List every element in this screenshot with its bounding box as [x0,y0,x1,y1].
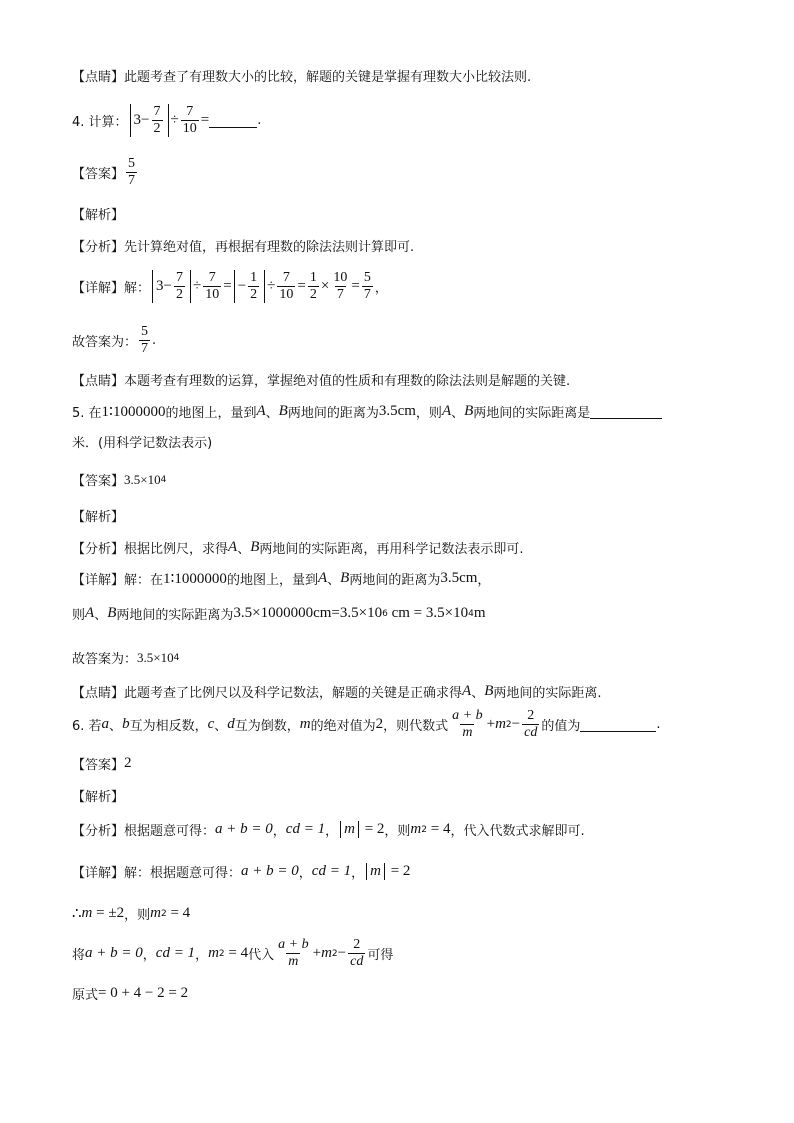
tag-fenxi: 【分析】 [72,824,125,839]
expr: cd = 1 [155,945,196,962]
numerator: 7 [186,104,194,119]
var-m: m [495,716,506,733]
q4-three: 3 [133,112,142,129]
var-m: m [410,821,422,837]
fraction [450,708,484,741]
fenxi-text: ，代入代数式求解即可. [450,824,585,839]
denominator: 10 [182,121,197,137]
calc-5 [72,604,486,623]
step-text: 原式 [72,988,99,1003]
minus: − [337,945,347,962]
dianjing-text: 此题考查了比例尺以及科学记数法，解题的关键是正确求得 [124,686,463,701]
fraction [348,937,365,970]
step-text: 代入 [248,948,275,964]
exponent: 4 [468,608,474,619]
fraction [139,324,150,357]
numerator: 5 [128,156,136,171]
end: . [152,333,157,349]
tag-answer: 【答案】 [72,474,125,489]
exponent: 2 [331,948,338,959]
numerator: 1 [309,270,317,285]
var-A: A [85,605,95,621]
question-5-line2 [72,432,212,451]
numerator: a + b [278,937,309,952]
fraction [248,270,259,303]
answer-4 [72,156,139,189]
dianjing-line [72,66,531,85]
comma: ， [142,948,156,964]
denominator: 7 [141,341,149,357]
denominator: 7 [363,287,371,303]
denominator: cd [350,954,364,970]
exponent: 2 [421,824,427,835]
var-B: B [278,403,288,419]
xiangjie-text: 解：在 [124,573,164,588]
guda-text: 故答案为： [72,335,138,351]
denominator: 7 [336,287,344,303]
q5-text: 两地间的距离为 [287,406,379,421]
denominator: m [288,954,299,970]
fenxi-text: 两地间的实际距离，再用科学记数法表示即可. [259,542,524,557]
minus: − [163,278,172,295]
fenxi-text: 根据题意可得： [124,824,216,839]
tag-xiangjie: 【详解】 [72,866,125,881]
xiangjie-text: 解：根据题意可得： [124,866,242,881]
fraction [308,270,319,303]
var-m: m [81,905,93,921]
step-2 [72,937,393,970]
comma: ， [325,824,339,839]
var-B: B [340,570,350,586]
var-b: b [122,716,130,733]
dianjing-text: 此题考查了有理数大小的比较，解题的关键是掌握有理数大小比较法则. [124,70,532,85]
minus: − [511,716,521,733]
unit: m [473,605,486,621]
var-A: A [317,570,328,586]
xiangjie-4 [72,270,388,303]
times: × [320,278,330,295]
numerator: 7 [176,270,183,285]
exponent: 4 [173,652,180,663]
var-d: d [227,716,235,733]
answer-exponent: 4 [160,474,167,485]
sep: 、 [109,719,123,735]
eq: = [351,278,360,295]
div: ÷ [193,278,202,295]
q6-prefix: 6. 若 [72,719,102,735]
comma: ， [272,824,286,839]
step-text: 将 [72,948,86,964]
fraction [522,708,539,741]
exponent: 6 [382,608,388,619]
q4-fraction-a [152,104,163,137]
var-m: m [208,945,219,962]
two: 2 [375,716,384,733]
end: . [656,717,661,733]
q6-text: 互为相反数， [129,719,208,735]
var-A: A [228,539,238,555]
comma: ， [477,573,491,588]
comma: ， [374,281,388,297]
tag-jiexi: 【解析】 [72,510,125,525]
numerator: 2 [353,937,361,952]
answer-blank [580,717,656,732]
abs-m: m [340,821,359,838]
q6-text: 的值为 [541,719,581,735]
var-m: m [299,716,311,733]
sep: 、 [237,542,251,557]
jiexi-6 [72,786,124,805]
xiangjie-6 [72,862,410,881]
sep: 、 [214,719,228,735]
fraction [203,270,221,303]
guda-4 [72,324,156,357]
tag-dianjing: 【点睛】 [72,374,125,389]
denominator: m [462,725,473,741]
answer-fraction [126,156,137,189]
exponent: 2 [160,908,167,919]
answer-blank [590,404,662,419]
expr: = 2 [360,821,385,837]
tag-answer: 【答案】 [72,758,125,773]
fenxi-text: 先计算绝对值，再根据有理数的除法法则计算即可. [124,240,415,255]
q5-scale: 1∶1000000 [101,404,166,420]
fraction [276,937,310,970]
expr: = ±2 [92,905,125,921]
plus: + [312,945,322,962]
q4-eq: = [200,112,210,129]
var-B: B [250,539,260,555]
tag-fenxi: 【分析】 [72,542,125,557]
dianjing-text: 本题考查有理数的运算，掌握绝对值的性质和有理数的除法法则是解题的关键. [124,374,571,389]
var-m: m [150,905,161,921]
tag-jiexi: 【解析】 [72,208,125,223]
base: 3.5×10 [137,649,174,665]
numerator: 5 [141,324,149,339]
denominator: 2 [153,121,161,137]
expr: a + b = 0 [241,863,299,879]
scale: 1∶1000000 [163,571,227,587]
step-text: 可得 [367,948,394,964]
question-6 [72,708,661,741]
question-5-line1 [72,402,662,421]
denominator: 10 [279,287,294,303]
eq: = [297,278,306,295]
fraction [174,270,185,303]
var-B: B [464,403,474,419]
comma: ， [351,866,365,881]
numerator: a + b [452,708,483,723]
jiexi-5 [72,506,124,525]
numerator: 7 [282,270,290,285]
var-m: m [321,945,332,962]
tag-dianjing: 【点睛】 [72,686,125,701]
calc-expr: 3.5×1000000cm=3.5×10 [233,605,383,621]
q4-absolute-value [130,104,169,137]
calc-text: 则 [72,608,86,623]
var-A: A [441,403,452,419]
xiangjie-5 [72,569,490,588]
denominator: 7 [128,173,136,189]
jiexi-4 [72,204,124,223]
var-c: c [207,716,215,733]
abs-1 [152,270,191,303]
expr: = 4 [427,821,451,837]
tag-answer: 【答案】 [72,167,125,183]
abs-m: m [366,863,385,880]
step-1 [72,904,190,923]
var-B: B [107,605,117,621]
tag-fenxi: 【分析】 [72,240,125,255]
q5-text: ，则 [415,406,442,421]
q5-text: 两地间的实际距离是 [473,406,591,421]
dianjing-5 [72,682,602,701]
div: ÷ [267,278,276,295]
sep: 、 [471,686,485,701]
fenxi-text: 根据比例尺，求得 [124,542,229,557]
q4-prefix: 4. 计算： [72,115,128,131]
fenxi-4 [72,236,414,255]
fenxi-6 [72,820,585,839]
guda-5 [72,648,179,667]
minus: − [237,278,247,295]
guda-text: 故答案为： [72,652,138,667]
q5-text: 米．(用科学记数法表示) [72,436,213,451]
abs-2 [234,270,265,303]
expr: = 2 [386,863,411,879]
numerator: 10 [333,270,348,285]
fraction [362,270,373,303]
answer-blank [209,113,257,128]
fenxi-5 [72,538,524,557]
answer-base: 3.5×10 [124,471,161,487]
therefore: ∴ [72,906,82,922]
denominator: 2 [176,287,183,303]
tag-dianjing: 【点睛】 [72,70,125,85]
eq: = [223,278,232,295]
dianjing-text: 两地间的实际距离. [493,686,602,701]
q5-prefix: 5. 在 [72,406,102,421]
question-4 [72,104,261,137]
q4-end: . [257,113,262,129]
expr: = 4 [224,945,249,962]
expr: a + b = 0 [85,945,143,962]
q4-minus: − [141,112,150,129]
sep: 、 [94,608,108,623]
xiangjie-text: 两地间的距离为 [349,573,441,588]
denominator: 2 [309,287,317,303]
calc-text: 两地间的实际距离为 [116,608,234,623]
answer-value: 2 [124,755,132,771]
q5-distance: 3.5cm [378,403,416,419]
q4-div: ÷ [170,112,179,129]
exponent: 2 [218,948,225,959]
denominator: cd [524,725,538,741]
expr: = 4 [166,905,191,921]
var-A: A [462,683,472,699]
step-3 [72,984,188,1003]
sep: 、 [451,406,465,421]
fraction [277,270,295,303]
tag-xiangjie: 【详解】 [72,281,125,297]
tag-xiangjie: 【详解】 [72,573,125,588]
numerator: 5 [363,270,371,285]
sep: 、 [327,573,341,588]
calc-expr: cm = 3.5×10 [387,605,469,621]
step-text: ，则 [124,908,151,923]
fraction [331,270,349,303]
xiangjie-lead: 解： [124,281,151,297]
numerator: 1 [250,270,258,285]
fenxi-text: ，则 [384,824,411,839]
var-a: a [101,716,110,733]
expr: cd = 1 [285,821,326,837]
exponent: 2 [505,719,512,730]
numerator: 7 [153,104,161,119]
xiangjie-text: 的地图上，量到 [226,573,318,588]
q5-text: 的地图上，量到 [165,406,257,421]
expr: a + b = 0 [215,821,273,837]
numerator: 2 [527,708,535,723]
expr: cd = 1 [311,863,352,879]
q4-fraction-b [181,104,199,137]
numerator: 7 [208,270,216,285]
distance: 3.5cm [440,570,478,586]
var-B: B [484,683,494,699]
sep: 、 [265,406,279,421]
q6-text: 的绝对值为 [310,719,376,735]
answer-6 [72,754,132,773]
q6-text: 互为倒数， [234,719,300,735]
tag-jiexi: 【解析】 [72,790,125,805]
denominator: 10 [205,287,220,303]
three: 3 [156,278,164,295]
plus: + [486,716,496,733]
comma: ， [195,948,209,964]
answer-5 [72,470,166,489]
var-A: A [256,403,266,419]
denominator: 2 [250,287,258,303]
q6-text: ，则代数式 [383,719,449,735]
expr: = 0 + 4 − 2 = 2 [98,985,189,1001]
dianjing-4 [72,370,570,389]
comma: ， [298,866,312,881]
